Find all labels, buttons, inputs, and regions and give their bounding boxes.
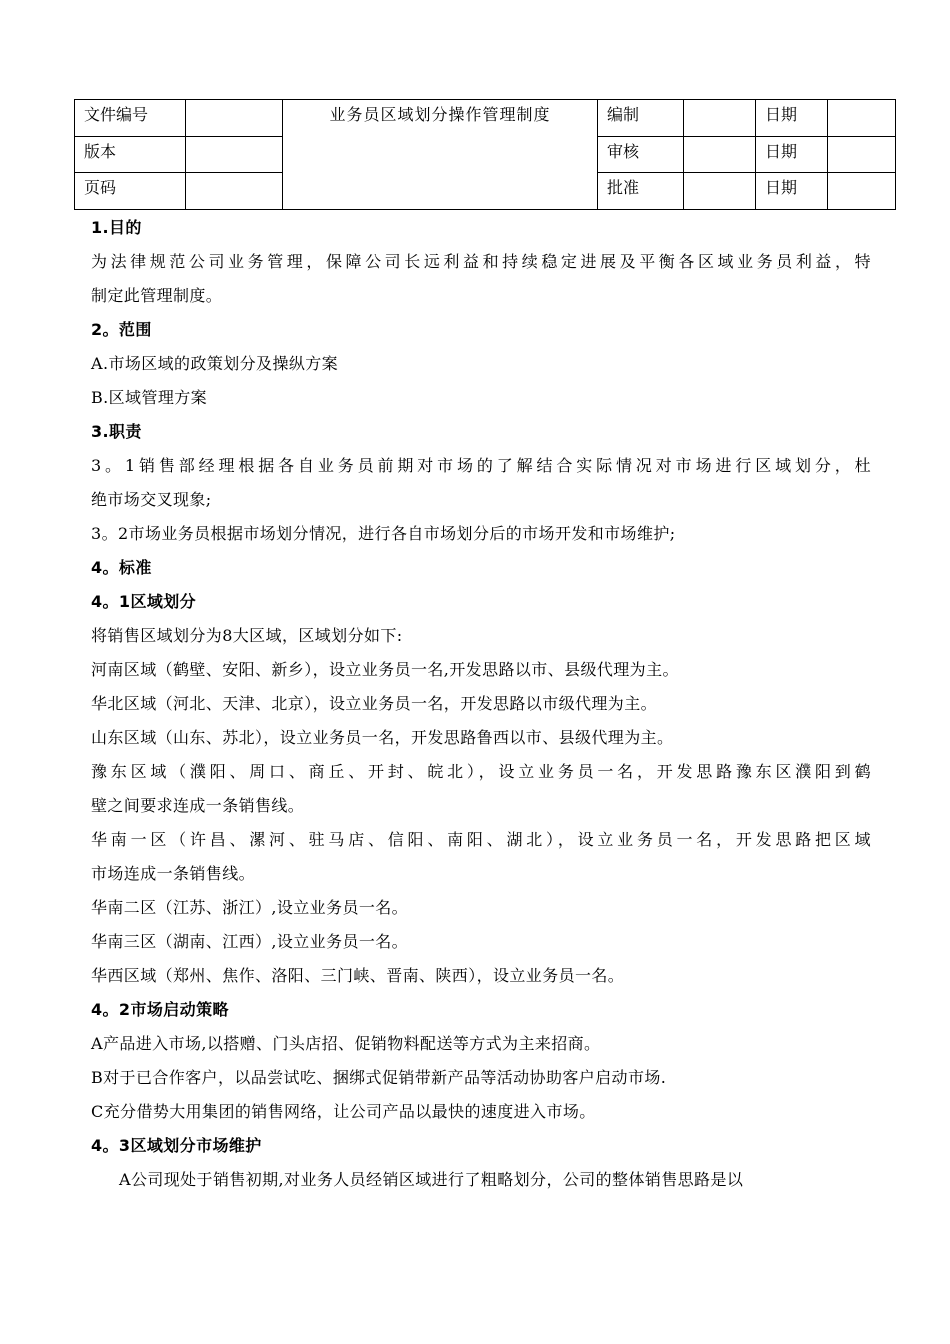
version-label: 版本 <box>75 136 186 173</box>
section-heading: 4。1区域划分 <box>91 592 197 611</box>
doc-no-value <box>186 100 283 137</box>
body-text-line: 为法律规范公司业务管理，保障公司长远利益和持续稳定进展及平衡各区域业务员利益，特 <box>91 252 871 271</box>
page-label: 页码 <box>75 173 186 210</box>
date-value-1 <box>828 100 896 137</box>
page-value <box>186 173 283 210</box>
body-text-line: 华北区域（河北、天津、北京），设立业务员一名，开发思路以市级代理为主。 <box>91 694 658 713</box>
approve-label: 批准 <box>598 173 684 210</box>
body-text-line: 壁之间要求连成一条销售线。 <box>91 796 305 815</box>
body-text-line: 山东区域（山东、苏北），设立业务员一名，开发思路鲁西以市、县级代理为主。 <box>91 728 674 747</box>
body-text-line: A公司现处于销售初期,对业务人员经销区域进行了粗略划分，公司的整体销售思路是以 <box>119 1170 744 1189</box>
body-text-line: 3。2市场业务员根据市场划分情况，进行各自市场划分后的市场开发和市场维护; <box>91 524 676 543</box>
section-heading: 1.目的 <box>91 218 142 237</box>
document-header-table <box>74 99 896 210</box>
section-heading: 3.职责 <box>91 422 142 441</box>
body-text-line: B对于已合作客户，以品尝试吃、捆绑式促销带新产品等活动协助客户启动市场. <box>91 1068 667 1087</box>
body-text-line: 市场连成一条销售线。 <box>91 864 256 883</box>
section-heading: 4。3区域划分市场维护 <box>91 1136 262 1155</box>
body-text-line: 豫东区域（濮阳、周口、商丘、开封、皖北），设立业务员一名，开发思路豫东区濮阳到鹤 <box>91 762 871 781</box>
review-label: 审核 <box>598 136 684 173</box>
date-label-1: 日期 <box>756 100 828 137</box>
body-text-line: 华南二区（江苏、浙江）,设立业务员一名。 <box>91 898 409 917</box>
body-text-line: 制定此管理制度。 <box>91 286 223 305</box>
version-value <box>186 136 283 173</box>
review-value <box>684 136 756 173</box>
body-text-line: 河南区域（鹤壁、安阳、新乡），设立业务员一名,开发思路以市、县级代理为主。 <box>91 660 679 679</box>
body-text-line: 3。1销售部经理根据各自业务员前期对市场的了解结合实际情况对市场进行区域划分，杜 <box>91 456 871 475</box>
compile-label: 编制 <box>598 100 684 137</box>
body-text-line: 绝市场交叉现象; <box>91 490 212 509</box>
date-value-2 <box>828 136 896 173</box>
body-text-line: 华南三区（湖南、江西）,设立业务员一名。 <box>91 932 409 951</box>
body-text-line: 华南一区（许昌、漯河、驻马店、信阳、南阳、湖北），设立业务员一名，开发思路把区域 <box>91 830 871 849</box>
body-text-line: 华西区域（郑州、焦作、洛阳、三门峡、晋南、陕西），设立业务员一名。 <box>91 966 625 985</box>
doc-no-label: 文件编号 <box>75 100 186 137</box>
section-heading: 4。标准 <box>91 558 152 577</box>
section-heading: 2。范围 <box>91 320 152 339</box>
date-label-2: 日期 <box>756 136 828 173</box>
date-value-3 <box>828 173 896 210</box>
body-text-line: B.区域管理方案 <box>91 388 208 407</box>
body-text-line: C充分借势大用集团的销售网络，让公司产品以最快的速度进入市场。 <box>91 1102 596 1121</box>
date-label-3: 日期 <box>756 173 828 210</box>
compile-value <box>684 100 756 137</box>
approve-value <box>684 173 756 210</box>
document-title: 业务员区域划分操作管理制度 <box>283 100 598 210</box>
body-text-line: A.市场区域的政策划分及操纵方案 <box>91 354 339 373</box>
document-body <box>91 211 871 1197</box>
section-heading: 4。2市场启动策略 <box>91 1000 229 1019</box>
body-text-line: 将销售区域划分为8大区域，区域划分如下: <box>91 626 403 645</box>
body-text-line: A产品进入市场,以搭赠、门头店招、促销物料配送等方式为主来招商。 <box>91 1034 601 1053</box>
